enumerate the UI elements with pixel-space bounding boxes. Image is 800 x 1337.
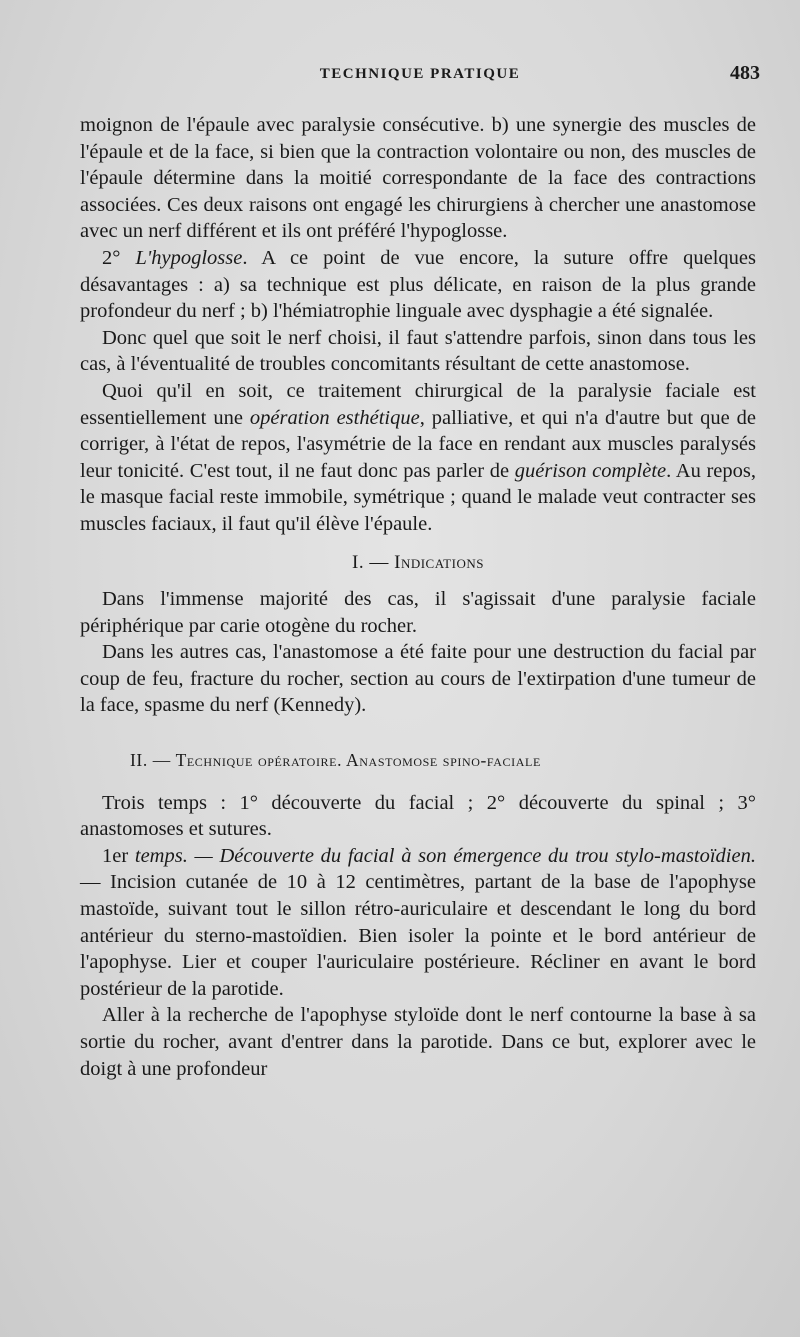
paragraph-3: Donc quel que soit le nerf choisi, il faut s'attendre parfois, sinon dans tous les cas, à l'éventualité de troubles concomitants résultant de cette anastomose.	[80, 326, 756, 376]
page-number: 483	[730, 62, 760, 84]
paragraph-8-rest: — Incision cutanée de 10 à 12 centimètres, partant de la base de l'apophyse mastoïde, suivant tout le sillon rétro-auriculaire et descendant le long du bord antérieur du sterno-mastoïdien. Bien isoler la pointe et le bord antérieur de l'apophyse. Lier et couper l'auriculaire postérieure. Récliner en avant le bord postérieur de la parotide.	[80, 871, 756, 1000]
paragraph-2-rest: . A ce point de vue encore, la suture offre quelques désavantages : a) sa technique est plus délicate, en raison de la plus grande profondeur du nerf ; b) l'hémiatrophie linguale avec dysphagie a été signalée.	[80, 246, 756, 323]
paragraph-9: Aller à la recherche de l'apophyse styloïde dont le nerf contourne la base à sa sortie du rocher, avant d'entrer dans la parotide. Dans ce but, explorer avec le doigt à une profondeur	[80, 1004, 756, 1080]
section-heading-technique: II. — Technique opératoire. Anastomose spino-faciale	[130, 750, 541, 771]
paragraph-2	[80, 245, 756, 325]
running-title: TECHNIQUE PRATIQUE	[319, 66, 521, 82]
page-body	[80, 112, 756, 1082]
paragraph-4-b: , palliative, et qui n'a d'autre but que de corriger, à l'état de repos, l'asymétrie de la face en rendant aux muscles paralysés leur tonicité. C'est tout, il ne faut donc pas parler de	[80, 406, 756, 482]
paragraph-4-italic-2: guérison complète	[514, 459, 667, 482]
paragraph-4-c: . Au repos, le masque facial reste immobile, symétrique ; quand le malade veut contracter ses muscles faciaux, il faut qu'il élève l'épaule.	[80, 459, 757, 535]
paragraph-4	[80, 378, 756, 538]
paragraph-8-lead: 1er	[102, 844, 135, 867]
paragraph-5: Dans l'immense majorité des cas, il s'agissait d'une paralysie faciale périphérique par carie otogène du rocher.	[80, 588, 756, 637]
paragraph-1: moignon de l'épaule avec paralysie consécutive. b) une synergie des muscles de l'épaule et de la face, si bien que la contraction volontaire ou non, des muscles de l'épaule détermine dans la moitié correspondante de la face des contractions associées. Ces deux raisons ont engagé les chirurgiens à chercher une anastomose avec un nerf différent et ils ont préféré l'hypoglosse.	[80, 114, 756, 243]
paragraph-8-italic: temps. — Découverte du facial à son émergence du trou stylo-mastoïdien.	[134, 844, 756, 867]
paragraph-6: Dans les autres cas, l'anastomose a été faite pour une destruction du facial par coup de feu, fracture du rocher, section au cours de l'extirpation d'une tumeur de la face, spasme du nerf (Kennedy).	[80, 641, 756, 717]
section-heading-indications: I. — Indications	[352, 551, 484, 573]
paragraph-2-lead: 2°	[102, 246, 136, 269]
paragraph-4-italic: opération esthétique	[249, 406, 420, 429]
paragraph-7: Trois temps : 1° découverte du facial ; 2° découverte du spinal ; 3° anastomoses et sutures.	[80, 791, 756, 841]
paragraph-2-italic: L'hypoglosse	[135, 246, 243, 269]
paragraph-8	[80, 843, 756, 1003]
paragraph-4-a: Quoi qu'il en soit, ce traitement chirurgical de la paralysie faciale est essentiellement une	[80, 379, 756, 429]
page-header	[80, 62, 760, 88]
